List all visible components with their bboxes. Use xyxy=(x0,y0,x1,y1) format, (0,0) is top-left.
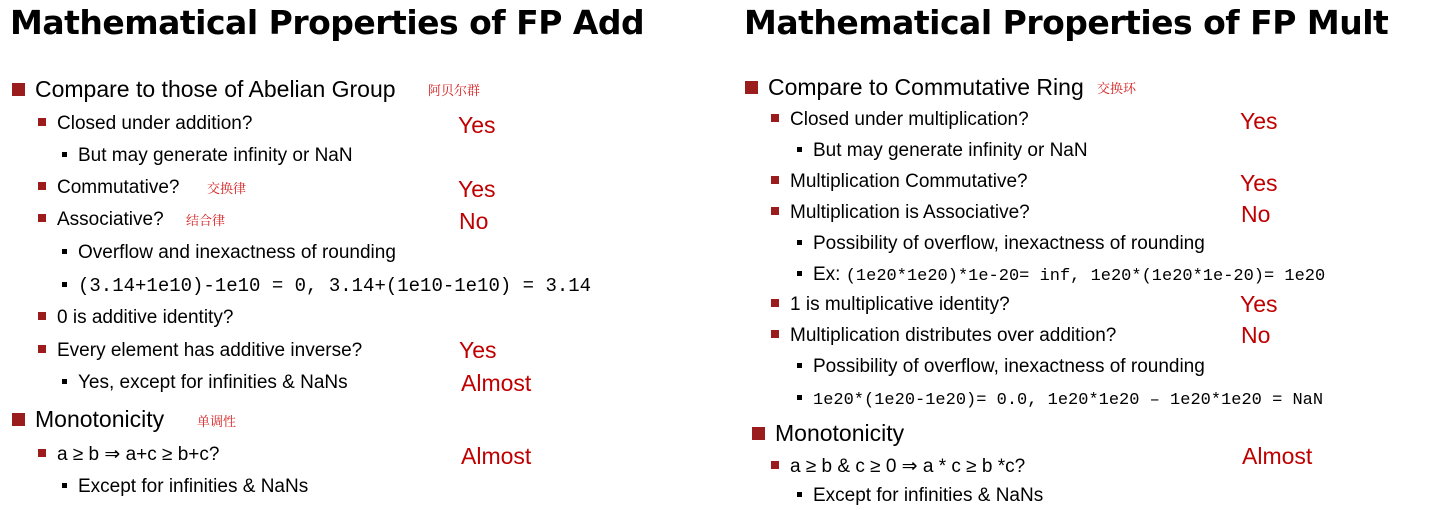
bullet-icon xyxy=(62,282,67,287)
right-assoc-sub2: Ex: (1e20*1e20)*1e-20= inf, 1e20*(1e20*1e-20)= 1e20 xyxy=(797,264,1325,286)
bullet-icon xyxy=(797,240,802,245)
bullet-icon xyxy=(38,312,46,320)
bullet-icon xyxy=(771,461,779,469)
bullet-icon xyxy=(62,379,67,384)
bullet-icon xyxy=(62,249,67,254)
right-mono-heading: Monotonicity xyxy=(752,420,904,447)
bullet-icon xyxy=(771,330,779,338)
bullet-icon xyxy=(797,271,802,276)
right-assoc-sub1: Possibility of overflow, inexactness of rounding xyxy=(797,233,1205,255)
bullet-icon xyxy=(745,81,758,94)
bullet-icon xyxy=(797,395,802,400)
bullet-icon xyxy=(62,152,67,157)
right-closed-answer: Yes xyxy=(1240,108,1278,134)
right-assoc-sub2-code: (1e20*1e20)*1e-20= inf, 1e20*(1e20*1e-20)= 1e20 xyxy=(845,267,1326,286)
right-identity-item: 1 is multiplicative identity? xyxy=(771,294,1010,316)
right-commutative-item: Multiplication Commutative? xyxy=(771,171,1028,193)
bullet-icon xyxy=(771,176,779,184)
left-associative-item: Associative? xyxy=(38,209,164,231)
bullet-icon xyxy=(62,483,67,488)
left-group-note: 阿贝尔群 xyxy=(428,83,481,98)
right-dist-sub2: 1e20*(1e20-1e20)= 0.0, 1e20*1e20 – 1e20*1e20 = NaN xyxy=(797,388,1323,410)
right-associative-answer: No xyxy=(1241,201,1271,227)
bullet-icon xyxy=(797,492,802,497)
left-mono-note: 单调性 xyxy=(197,414,237,429)
left-inverse-answer: Yes xyxy=(459,337,497,363)
bullet-icon xyxy=(38,118,46,126)
left-associative-note: 结合律 xyxy=(186,213,226,228)
right-distributes-item: Multiplication distributes over addition? xyxy=(771,325,1116,347)
left-identity-item: 0 is additive identity? xyxy=(38,307,233,329)
left-group-heading: Compare to those of Abelian Group xyxy=(12,76,396,103)
bullet-icon xyxy=(771,207,779,215)
right-identity-answer: Yes xyxy=(1240,291,1278,317)
left-commutative-note: 交换律 xyxy=(207,181,247,196)
left-assoc-sub2: (3.14+1e10)-1e10 = 0, 3.14+(1e10-1e10) = 3.14 xyxy=(62,275,591,297)
left-associative-answer: No xyxy=(459,208,489,234)
left-mono-heading: Monotonicity xyxy=(12,406,164,433)
left-inverse-sub: Yes, except for infinities & NaNs xyxy=(62,372,348,394)
right-closed-sub: But may generate infinity or NaN xyxy=(797,140,1088,162)
left-commutative-answer: Yes xyxy=(458,176,496,202)
bullet-icon xyxy=(771,114,779,122)
left-assoc-sub1: Overflow and inexactness of rounding xyxy=(62,242,396,264)
right-mono-sub: Except for infinities & NaNs xyxy=(797,485,1043,507)
left-mono-item: a ≥ b ⇒ a+c ≥ b+c? xyxy=(38,443,219,466)
right-closed-item: Closed under multiplication? xyxy=(771,109,1029,131)
bullet-icon xyxy=(12,83,25,96)
bullet-icon xyxy=(38,214,46,222)
left-mono-answer: Almost xyxy=(461,443,532,469)
right-mono-answer: Almost xyxy=(1242,443,1313,469)
left-inverse-item: Every element has additive inverse? xyxy=(38,340,362,362)
bullet-icon xyxy=(771,299,779,307)
right-associative-item: Multiplication is Associative? xyxy=(771,202,1030,224)
left-mono-sub: Except for infinities & NaNs xyxy=(62,476,308,498)
bullet-icon xyxy=(38,345,46,353)
right-ring-note: 交换环 xyxy=(1097,81,1137,96)
left-inverse-sub-answer: Almost xyxy=(461,370,532,396)
right-mono-item: a ≥ b & c ≥ 0 ⇒ a * c ≥ b *c? xyxy=(771,455,1025,478)
right-dist-sub1: Possibility of overflow, inexactness of rounding xyxy=(797,356,1205,378)
bullet-icon xyxy=(797,147,802,152)
bullet-icon xyxy=(38,449,46,457)
bullet-icon xyxy=(797,363,802,368)
left-title: Mathematical Properties of FP Add xyxy=(10,3,645,42)
left-closed-sub: But may generate infinity or NaN xyxy=(62,145,353,167)
bullet-icon xyxy=(38,182,46,190)
right-commutative-answer: Yes xyxy=(1240,170,1278,196)
left-commutative-item: Commutative? xyxy=(38,177,180,199)
bullet-icon xyxy=(752,427,765,440)
bullet-icon xyxy=(12,413,25,426)
left-closed-item: Closed under addition? xyxy=(38,113,252,135)
left-closed-answer: Yes xyxy=(458,112,496,138)
right-ring-heading: Compare to Commutative Ring xyxy=(745,74,1084,101)
right-title: Mathematical Properties of FP Mult xyxy=(744,3,1389,42)
right-distributes-answer: No xyxy=(1241,322,1271,348)
